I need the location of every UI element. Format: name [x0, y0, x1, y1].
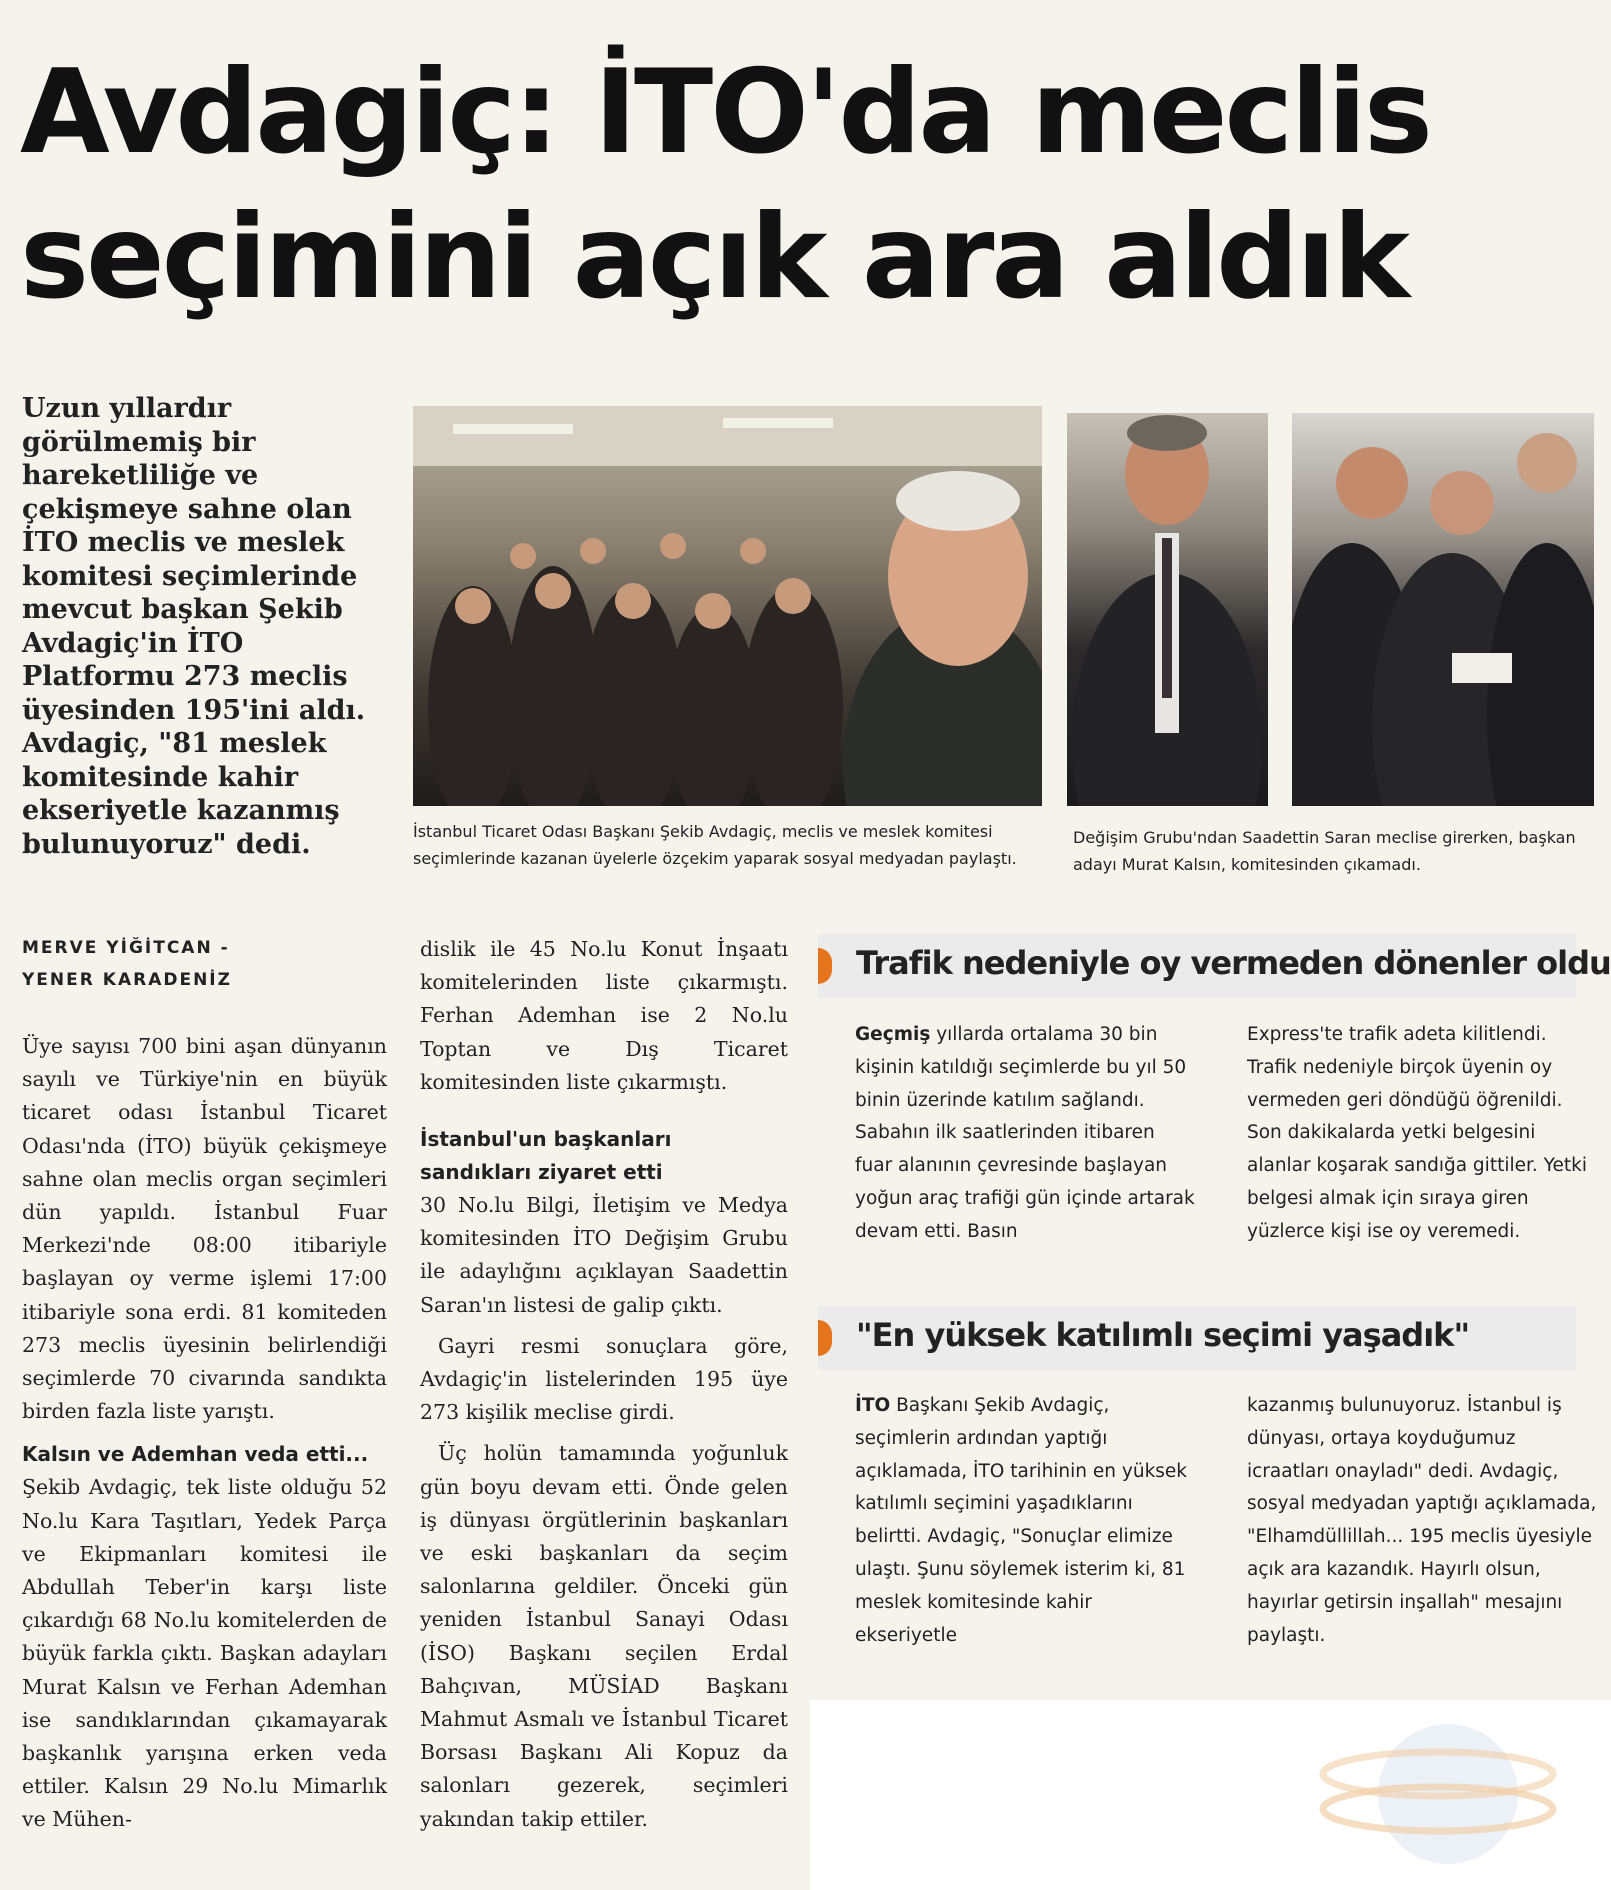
headline	[20, 40, 1590, 330]
article-paragraph: Üç holün tamamında yoğunluk gün boyu devam etti. Önde gelen iş dünyası örgütlerinin başkanları ve eski başkanları da seçim salonlarına geldiler. Önceki gün yeniden İstanbul Sanayi Odası (İSO) Başkanı seçilen Erdal Bahçıvan, MÜSİAD Başkanı Mahmut Asmalı ve İstanbul Ticaret Borsası Başkanı Ali Kopuz da salonları gezerek, seçimleri yakından takip ettiler.	[420, 1441, 788, 1831]
article-paragraph: Gayri resmi sonuçlara göre, Avdagiç'in listelerinden 195 üye 273 kişilik meclise girdi.	[420, 1333, 788, 1425]
article-column-1	[22, 1030, 387, 1837]
sidebar-box-text	[855, 1019, 1195, 1249]
byline-author-2: YENER KARADENİZ	[22, 970, 232, 990]
photo-caption-saran: Değişim Grubu'ndan Saadettin Saran meclise girerken, başkan adayı Murat Kalsın, komitesinden çıkamadı.	[1073, 828, 1576, 874]
article-paragraph: dislik ile 45 No.lu Konut İnşaatı komitelerinden liste çıkarmıştı. Ferhan Ademhan ise 2 No.lu Toptan ve Dış Ticaret komitesinden liste çıkarmıştı.	[420, 937, 788, 1094]
article-paragraph: Şekib Avdagiç, tek liste olduğu 52 No.lu Kara Taşıtları, Yedek Parça ve Ekipmanları komitesi ile Abdullah Teber'in karşı liste çıkardığı 68 No.lu komitelerden de büyük farkla çıktı. Başkan adayları Murat Kalsın ve Ferhan Ademhan ise sandıklarından çıkamayarak başkanlık yarışına erken veda ettiler. Kalsın 29 No.lu Mimarlık ve Mühen-	[22, 1475, 387, 1832]
orange-bullet-icon	[818, 948, 832, 984]
headline-line-1: Avdagiç: İTO'da meclis	[20, 45, 1430, 180]
headline-line-2: seçimini açık ara aldık	[20, 190, 1408, 325]
sidebar-box-text: kazanmış bulunuyoruz. İstanbul iş dünyası, ortaya koyduğumuz icraatları onayladı" dedi. Avdagiç, sosyal medyadan yaptığı açıklamada, "Elhamdüllillah... 195 meclis üyesiyle açık ara kazandık. Hayırlı olsun, hayırlar getirsin inşallah" mesajını paylaştı.	[1247, 1395, 1597, 1646]
subheading: Kalsın ve Ademhan veda etti...	[22, 1442, 369, 1467]
sidebar-box-text: Express'te trafik adeta kilitlendi. Trafik nedeniyle birçok üyenin oy vermeden geri döndüğü öğrenildi. Son dakikalarda yetki belgesini alanlar koşarak sandığa gittiler. Yetki belgesi almak için sıraya giren yüzlerce kişi ise oy veremedi.	[1247, 1024, 1587, 1242]
sidebar-box-title: Trafik nedeniyle oy vermeden dönenler oldu	[856, 944, 1611, 982]
byline-author-1: MERVE YİĞİTCAN -	[22, 938, 230, 958]
kalsin-photo	[1292, 413, 1594, 806]
lead-word: Geçmiş	[855, 1024, 931, 1045]
sidebar-box-text	[855, 1390, 1195, 1652]
sidebar-text-a: Başkanı Şekib Avdagiç, seçimlerin ardından yaptığı açıklamada, İTO tarihinin en yüksek katılımlı seçimini yaşadıklarını belirtti. Avdagiç, "Sonuçlar elimize ulaştı. Şunu söylemek isterim ki, 81 meslek komitesinde kahir ekseriyetle	[855, 1395, 1188, 1646]
sidebar-box-participation	[818, 1306, 1576, 1370]
sidebar-box-traffic	[818, 934, 1611, 998]
lead-paragraph: Uzun yıllardır görülmemiş bir hareketliliğe ve çekişmeye sahne olan İTO meclis ve meslek komitesi seçimlerinde mevcut başkan Şekib Avdagiç'in İTO Platformu 273 meclis üyesinden 195'ini aldı. Avdagiç, "81 meslek komitesinde kahir ekseriyetle kazanmış bulunuyoruz" dedi.	[22, 393, 366, 860]
saran-photo	[1067, 413, 1268, 806]
watermark-logo-icon	[1318, 1714, 1558, 1874]
subheading: İstanbul'un başkanları sandıkları ziyaret etti	[420, 1127, 672, 1185]
group-selfie-photo	[413, 406, 1042, 806]
orange-bullet-icon	[818, 1320, 832, 1356]
sidebar-box-title: "En yüksek katılımlı seçimi yaşadık"	[856, 1316, 1470, 1354]
article-paragraph: Üye sayısı 700 bini aşan dünyanın sayılı ve Türkiye'nin en büyük ticaret odası İstanbul Ticaret Odası'nda (İTO) büyük çekişmeye sahne olan meclis organ seçimleri dün yapıldı. İstanbul Fuar Merkezi'nde 08:00 itibariyle başlayan oy verme işlemi 17:00 itibariyle sona erdi. 81 komiteden 273 meclis üyesinin belirlendiği seçimlerde 70 civarında sandıkta birden fazla liste yarıştı.	[22, 1034, 387, 1424]
article-paragraph: 30 No.lu Bilgi, İletişim ve Medya komitesinden İTO Değişim Grubu ile adaylığını açıklayan Saadettin Saran'ın listesi de galip çıktı.	[420, 1193, 788, 1317]
lead-word: İTO	[855, 1395, 891, 1416]
byline	[22, 932, 402, 996]
photo-caption-selfie: İstanbul Ticaret Odası Başkanı Şekib Avdagiç, meclis ve meslek komitesi seçimlerinde kazanan üyelerle özçekim yaparak sosyal medyadan paylaştı.	[413, 822, 1017, 868]
article-column-2	[420, 933, 788, 1836]
sidebar-text-a: yıllarda ortalama 30 bin kişinin katıldığı seçimlerde bu yıl 50 binin üzerinde katılım sağlandı. Sabahın ilk saatlerinden itibaren fuar alanının çevresinde başlayan yoğun araç trafiği gün içinde artarak devam etti. Basın	[855, 1024, 1195, 1242]
